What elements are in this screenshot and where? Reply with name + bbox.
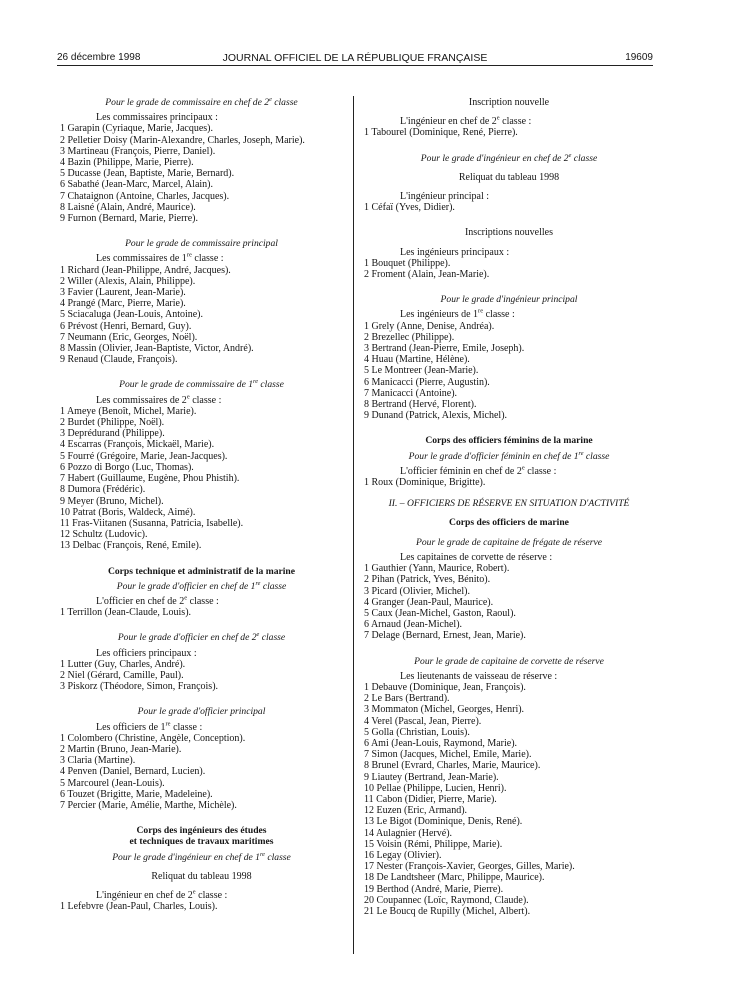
list-entry: 2 Pelletier Doisy (Marin-Alexandre, Charles, Joseph, Marie). (60, 134, 305, 146)
list-entry: 1 Gauthier (Yann, Maurice, Robert). (364, 563, 510, 575)
name-list (60, 659, 343, 693)
list-entry: 4 Bazin (Philippe, Marie, Pierre). (60, 157, 194, 169)
list-intro: Les lieutenants de vaisseau de réserve : (400, 670, 558, 682)
header-page-number: 19609 (625, 52, 653, 63)
list-entry: 13 Delbac (François, René, Emile). (60, 540, 202, 552)
grade-heading: Pour le grade d'officier principal (137, 706, 266, 718)
list-entry: 11 Fras-Viitanen (Susanna, Patricia, Isabelle). (60, 517, 244, 529)
list-entry: 10 Pellae (Philippe, Lucien, Henri). (364, 782, 507, 794)
list-entry: 7 Manicacci (Antoine). (364, 387, 458, 399)
list-entry: 10 Patrat (Boris, Waldeck, Aimé). (60, 506, 196, 518)
grade-heading: Pour le grade d'officier en chef de 1re classe (116, 579, 287, 592)
list-entry: 2 Le Bars (Bertrand). (364, 693, 450, 705)
list-entry: 2 Niel (Gérard, Camille, Paul). (60, 669, 184, 681)
corps-heading-line-2: et techniques de travaux maritimes (129, 836, 274, 848)
list-entry: 8 Massin (Olivier, Jean-Baptiste, Victor, André). (60, 343, 254, 355)
list-entry: 8 Laisné (Alain, André, Maurice). (60, 201, 196, 213)
list-entry: 4 Escarras (François, Mickaël, Marie). (60, 439, 215, 451)
list-entry: 6 Ami (Jean-Louis, Raymond, Marie). (364, 737, 518, 749)
grade-heading: Pour le grade de capitaine de corvette de réserve (414, 655, 604, 667)
header-date: 26 décembre 1998 (57, 52, 141, 63)
list-entry: 1 Bouquet (Philippe). (364, 257, 451, 269)
list-entry: 3 Deprédurand (Philippe). (60, 428, 165, 440)
list-entry: 13 Le Bigot (Dominique, Denis, René). (364, 816, 523, 828)
list-entry: 9 Dunand (Patrick, Alexis, Michel). (364, 410, 508, 422)
list-entry: 1 Lutter (Guy, Charles, André). (60, 658, 186, 670)
list-entry: 1 Richard (Jean-Philippe, André, Jacques). (60, 264, 231, 276)
right-column (364, 97, 654, 917)
list-entry: 21 Le Boucq de Rupilly (Michel, Albert). (364, 905, 531, 917)
name-list (364, 477, 654, 488)
list-entry: 1 Tabourel (Dominique, René, Pierre). (364, 127, 518, 139)
list-entry: 3 Mommaton (Michel, Georges, Henri). (364, 704, 525, 716)
list-entry: 2 Froment (Alain, Jean-Marie). (364, 269, 490, 281)
list-entry: 1 Debauve (Dominique, Jean, François). (364, 681, 526, 693)
corps-heading: Corps technique et administratif de la marine (107, 565, 296, 577)
list-entry: 1 Roux (Dominique, Brigitte). (364, 477, 486, 489)
list-entry: 8 Bertrand (Hervé, Florent). (364, 399, 477, 411)
list-entry: 5 Golla (Christian, Louis). (364, 726, 470, 738)
list-entry: 1 Colombero (Christine, Angèle, Conception). (60, 732, 246, 744)
list-entry: 3 Favier (Laurent, Jean-Marie). (60, 287, 186, 299)
page-header (57, 52, 653, 66)
list-entry: 3 Claria (Martine). (60, 755, 136, 767)
list-intro: L'ingénieur principal : (400, 191, 489, 203)
list-entry: 1 Céfaï (Yves, Didier). (364, 202, 455, 214)
list-entry: 4 Prangé (Marc, Pierre, Marie). (60, 298, 186, 310)
list-entry: 9 Meyer (Bruno, Michel). (60, 495, 164, 507)
name-list (364, 321, 654, 422)
list-entry: 5 Ducasse (Jean, Baptiste, Marie, Bernard). (60, 168, 235, 180)
list-entry: 1 Garapin (Cyriaque, Marie, Jacques). (60, 123, 213, 135)
list-entry: 19 Berthod (André, Marie, Pierre). (364, 883, 504, 895)
corps-heading-line-1: Corps des ingénieurs des études (136, 825, 267, 837)
grade-heading: Pour le grade d'ingénieur principal (440, 294, 578, 306)
list-entry: 9 Liautey (Bertrand, Jean-Marie). (364, 771, 499, 783)
list-entry: 7 Delage (Bernard, Ernest, Jean, Marie). (364, 630, 526, 642)
header-journal-title: JOURNAL OFFICIEL DE LA RÉPUBLIQUE FRANÇAISE (222, 52, 488, 64)
list-intro: Les commissaires principaux : (96, 112, 218, 124)
name-list (60, 901, 343, 912)
list-entry: 1 Ameye (Benoît, Michel, Marie). (60, 405, 197, 417)
corps-heading: Corps des officiers féminins de la marine (425, 435, 593, 447)
list-entry: 14 Aulagnier (Hervé). (364, 827, 453, 839)
corps-heading: Corps des officiers de marine (449, 517, 569, 529)
column-divider (353, 96, 354, 954)
header-rule (57, 65, 653, 66)
list-entry: 18 De Landtsheer (Marc, Philippe, Maurice). (364, 872, 545, 884)
name-list (364, 258, 654, 280)
list-entry: 4 Granger (Jean-Paul, Maurice). (364, 596, 494, 608)
inscription-subheading: Inscriptions nouvelles (464, 227, 554, 239)
name-list (364, 127, 654, 138)
list-intro: Les commissaires de 2e classe : (96, 393, 222, 406)
grade-heading: Pour le grade d'ingénieur en chef de 2e classe (420, 151, 598, 164)
reliquat-subheading: Reliquat du tableau 1998 (151, 870, 252, 882)
grade-heading: Pour le grade de commissaire en chef de 2e classe (105, 95, 298, 108)
list-intro: Les ingénieurs de 1re classe : (400, 308, 515, 321)
list-entry: 5 Fourré (Grégoire, Marie, Jean-Jacques). (60, 450, 228, 462)
list-entry: 4 Huau (Martine, Hélène). (364, 354, 470, 366)
list-intro: L'officier féminin en chef de 2e classe : (400, 464, 557, 477)
list-entry: 8 Brunel (Evrard, Charles, Marie, Maurice). (364, 760, 541, 772)
grade-heading: Pour le grade d'ingénieur en chef de 1re classe (112, 850, 291, 863)
left-column (60, 97, 343, 912)
reliquat-subheading: Reliquat du tableau 1998 (458, 171, 560, 183)
list-entry: 7 Simon (Jacques, Michel, Emile, Marie). (364, 749, 532, 761)
list-entry: 6 Prévost (Henri, Bernard, Guy). (60, 320, 192, 332)
list-entry: 20 Coupannec (Loïc, Raymond, Claude). (364, 894, 529, 906)
list-entry: 9 Renaud (Claude, François). (60, 354, 178, 366)
name-list (60, 733, 343, 811)
list-entry: 2 Willer (Alexis, Alain, Philippe). (60, 275, 196, 287)
name-list (60, 265, 343, 366)
list-intro: Les capitaines de corvette de réserve : (400, 551, 553, 563)
list-entry: 9 Furnon (Bernard, Marie, Pierre). (60, 213, 199, 225)
list-entry: 3 Bertrand (Jean-Pierre, Emile, Joseph). (364, 343, 525, 355)
grade-heading: Pour le grade d'officier féminin en chef de 1re classe (408, 449, 610, 462)
name-list (60, 607, 343, 618)
list-entry: 5 Marcourel (Jean-Louis). (60, 777, 165, 789)
list-entry: 2 Burdet (Philippe, Noël). (60, 417, 165, 429)
list-entry: 11 Cabon (Didier, Pierre, Marie). (364, 793, 497, 805)
list-entry: 6 Sabathé (Jean-Marc, Marcel, Alain). (60, 179, 213, 191)
name-list (364, 202, 654, 213)
list-intro: Les ingénieurs principaux : (400, 246, 510, 258)
list-entry: 2 Martin (Bruno, Jean-Marie). (60, 743, 182, 755)
list-entry: 4 Penven (Daniel, Bernard, Lucien). (60, 766, 206, 778)
list-entry: 2 Pihan (Patrick, Yves, Bénito). (364, 574, 491, 586)
list-entry: 4 Verel (Pascal, Jean, Pierre). (364, 715, 482, 727)
list-intro: Les commissaires de 1re classe : (96, 252, 224, 265)
list-intro: Les officiers principaux : (96, 647, 197, 659)
list-intro: L'ingénieur en chef de 2e classe : (400, 114, 532, 128)
list-entry: 8 Dumora (Frédéric). (60, 484, 146, 496)
name-list (60, 123, 343, 224)
name-list (364, 563, 654, 641)
list-entry: 16 Legay (Olivier). (364, 849, 442, 861)
list-entry: 7 Habert (Guillaume, Eugène, Phou Phistih). (60, 473, 240, 485)
list-intro: L'ingénieur en chef de 2e classe : (96, 888, 228, 901)
list-entry: 6 Pozzo di Borgo (Luc, Thomas). (60, 461, 194, 473)
list-entry: 5 Caux (Jean-Michel, Gaston, Raoul). (364, 607, 516, 619)
list-entry: 3 Picard (Olivier, Michel). (364, 585, 470, 597)
list-intro: Les officiers de 1re classe : (96, 720, 203, 733)
list-entry: 7 Neumann (Eric, Georges, Noël). (60, 331, 198, 343)
list-entry: 6 Manicacci (Pierre, Augustin). (364, 376, 490, 388)
list-entry: 3 Martineau (François, Pierre, Daniel). (60, 145, 216, 157)
list-entry: 5 Le Montreer (Jean-Marie). (364, 365, 479, 377)
list-entry: 1 Lefebvre (Jean-Paul, Charles, Louis). (60, 901, 218, 913)
grade-heading: Pour le grade d'officier en chef de 2e classe (117, 631, 286, 644)
inscription-subheading: Inscription nouvelle (468, 97, 550, 108)
list-entry: 7 Percier (Marie, Amélie, Marthe, Michèle). (60, 799, 237, 811)
list-entry: 5 Sciacaluga (Jean-Louis, Antoine). (60, 309, 204, 321)
grade-heading: Pour le grade de capitaine de frégate de réserve (416, 536, 602, 548)
list-entry: 6 Touzet (Brigitte, Marie, Madeleine). (60, 788, 213, 800)
list-intro: L'officier en chef de 2e classe : (96, 594, 219, 607)
section-heading: II. – OFFICIERS DE RÉSERVE EN SITUATION D'ACTIVITÉ (388, 498, 630, 510)
list-entry: 12 Schultz (Ludovic). (60, 529, 148, 541)
name-list (60, 406, 343, 552)
list-entry: 6 Arnaud (Jean-Michel). (364, 619, 463, 631)
list-entry: 15 Voisin (Rémi, Philippe, Marie). (364, 838, 503, 850)
grade-heading: Pour le grade de commissaire principal (125, 238, 278, 250)
grade-heading: Pour le grade de commissaire de 1re classe (119, 378, 284, 391)
list-entry: 2 Brezellec (Philippe). (364, 331, 455, 343)
list-entry: 17 Nester (François-Xavier, Georges, Gilles, Marie). (364, 861, 575, 873)
list-entry: 1 Grely (Anne, Denise, Andréa). (364, 320, 495, 332)
list-entry: 3 Piskorz (Théodore, Simon, François). (60, 681, 219, 693)
name-list (364, 682, 654, 917)
list-entry: 7 Chataignon (Antoine, Charles, Jacques). (60, 190, 230, 202)
list-entry: 1 Terrillon (Jean-Claude, Louis). (60, 607, 192, 619)
list-entry: 12 Euzen (Eric, Armand). (364, 805, 468, 817)
